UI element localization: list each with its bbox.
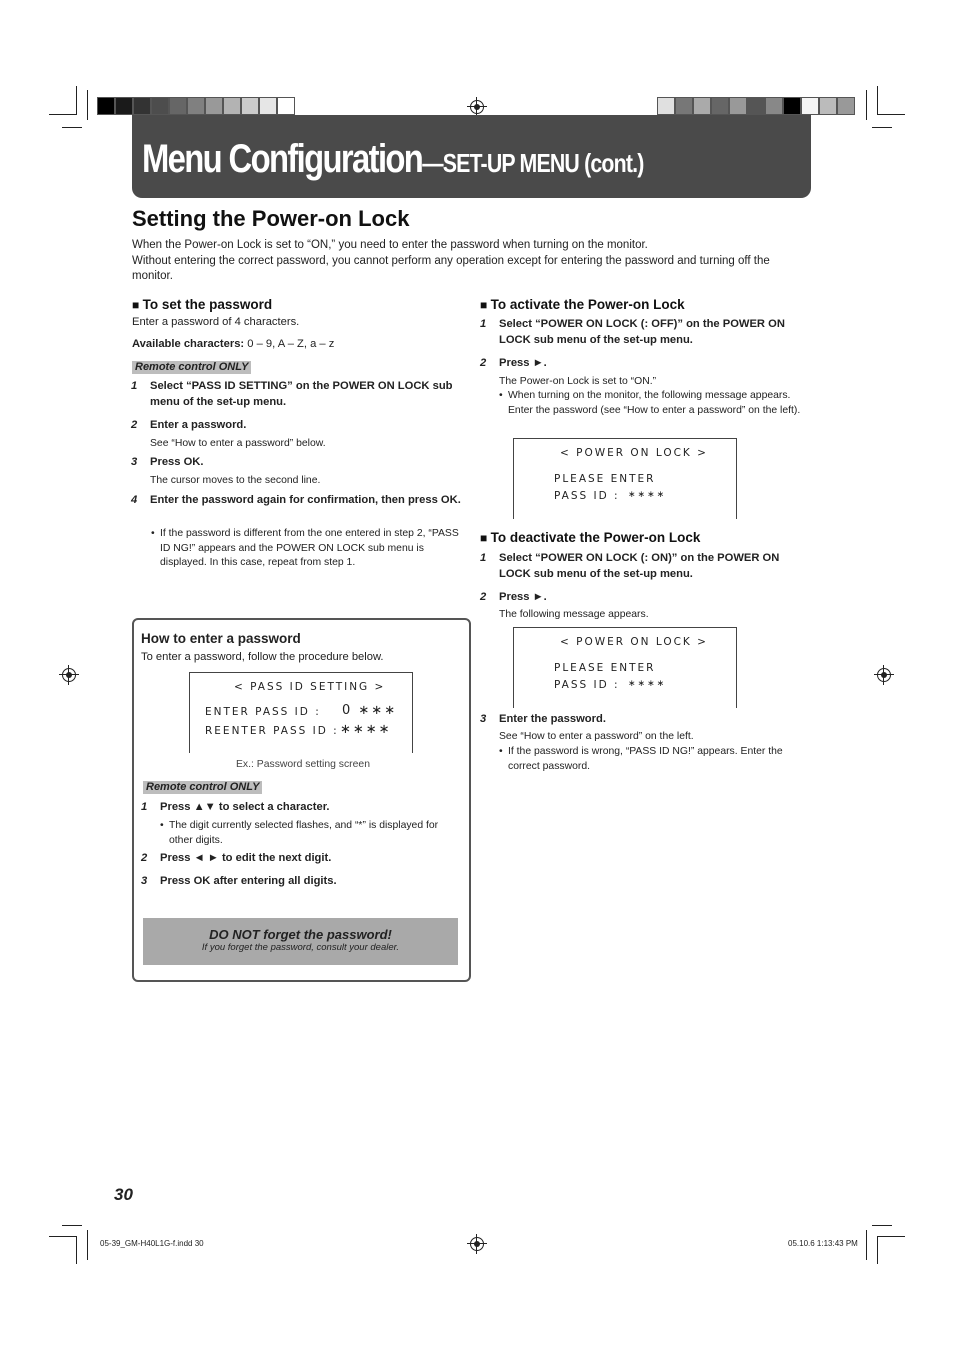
warning-title: DO NOT forget the password! (209, 927, 392, 942)
screen-label: ENTER PASS ID : (205, 706, 321, 718)
step-text: Select “POWER ON LOCK (: ON)” on the POWER ON LOCK sub menu of the set-up menu. (499, 552, 780, 580)
how-step-bullet: • The digit currently selected flashes, and “*” is displayed for other digits. (169, 819, 457, 848)
screen-value: ∗∗∗∗ (628, 490, 667, 500)
step-number: 3 (131, 456, 138, 468)
power-on-lock-screen (513, 627, 737, 708)
step-number: 3 (480, 713, 487, 725)
set-step-3 (131, 455, 465, 471)
step-note: The cursor moves to the second line. (150, 475, 321, 486)
available-label: Available characters: (132, 338, 245, 350)
title-sub: —SET-UP MENU (cont.) (422, 148, 644, 178)
step-number: 1 (480, 552, 487, 564)
deactivate-step-1 (480, 551, 804, 582)
screen-label: PASS ID : (554, 490, 620, 502)
activate-bullet: • When turning on the monitor, the following message appears. Enter the password (see “How to enter a password” on the left). (508, 389, 804, 418)
how-step-1 (141, 800, 460, 816)
deactivate-bullet: • If the password is wrong, “PASS ID NG!” appears. Enter the correct password. (508, 745, 804, 774)
page-number: 30 (114, 1185, 133, 1204)
screen-label: PASS ID : (554, 679, 620, 691)
activate-note: The Power-on Lock is set to “ON.” (499, 376, 657, 387)
slug-left: 05-39_GM-H40L1G-f.indd 30 (100, 1239, 204, 1248)
section-title: Setting the Power-on Lock (132, 206, 410, 231)
warning-text: If you forget the password, consult your dealer. (201, 942, 400, 953)
slug-right: 05.10.6 1:13:43 PM (788, 1239, 858, 1248)
set-step-1 (131, 379, 465, 410)
set-password-desc: Enter a password of 4 characters. (132, 316, 300, 328)
intro-line: Without entering the correct password, you cannot perform any operation except for entering the password and turning off the monitor. (132, 254, 770, 282)
deactivate-note: The following message appears. (499, 609, 649, 620)
warning-box (143, 918, 458, 965)
step-text: Select “PASS ID SETTING” on the POWER ON LOCK sub menu of the set-up menu. (150, 380, 453, 408)
available-characters (132, 337, 334, 352)
step-number: 1 (480, 318, 487, 330)
header-banner (132, 115, 811, 198)
registration-mark-icon (470, 100, 484, 114)
step-text: Press ►. (499, 591, 547, 603)
screen-title: < POWER ON LOCK > (560, 447, 708, 459)
remote-only-tag: Remote control ONLY (132, 361, 251, 374)
power-on-lock-screen (513, 438, 737, 519)
remote-only-tag: Remote control ONLY (143, 781, 262, 794)
available-value: 0 – 9, A – Z, a – z (244, 338, 335, 350)
set-step-4 (131, 493, 468, 509)
heading-set-password: ■ To set the password (132, 297, 272, 312)
screen-label: REENTER PASS ID : (205, 725, 339, 737)
registration-mark-icon (470, 1237, 484, 1251)
screen-caption: Ex.: Password setting screen (236, 759, 370, 770)
pass-id-screen (189, 672, 413, 753)
step-text: Press ▲▼ to select a character. (160, 801, 330, 813)
step-text: Press OK. (150, 456, 204, 468)
deactivate-step-2 (480, 590, 804, 606)
heading-deactivate: ■ To deactivate the Power-on Lock (480, 530, 700, 545)
heading-activate: ■ To activate the Power-on Lock (480, 297, 685, 312)
section-intro (132, 238, 812, 285)
step-number: 1 (141, 801, 148, 813)
deactivate-step-3 (480, 712, 804, 728)
step-number: 3 (141, 875, 148, 887)
step-text: Press ◄ ► to edit the next digit. (160, 852, 332, 864)
step-text: Select “POWER ON LOCK (: OFF)” on the POWER ON LOCK sub menu of the set-up menu. (499, 318, 785, 346)
title-main: Menu Configuration (142, 137, 423, 181)
step-number: 2 (141, 852, 148, 864)
screen-title: < PASS ID SETTING > (234, 681, 386, 693)
set-password-bullet: • If the password is different from the one entered in step 2, “PASS ID NG!” appears and the POWER ON LOCK sub menu is displayed. In this case, repeat from step 1. (160, 527, 460, 571)
registration-mark-icon (877, 668, 891, 682)
set-step-2 (131, 418, 465, 434)
intro-line: When the Power-on Lock is set to “ON,” you need to enter the password when turning on the monitor. (132, 239, 648, 251)
how-step-2 (141, 851, 460, 867)
screen-line: PLEASE ENTER (554, 473, 656, 485)
step-number: 1 (131, 380, 138, 392)
step-note: See “How to enter a password” below. (150, 438, 326, 449)
screen-title: < POWER ON LOCK > (560, 636, 708, 648)
color-bar-left (97, 97, 295, 115)
activate-step-2 (480, 356, 804, 372)
how-to-desc: To enter a password, follow the procedure below. (141, 651, 384, 663)
step-text: Enter the password. (499, 713, 606, 725)
how-to-heading: How to enter a password (141, 631, 301, 646)
registration-mark-icon (62, 668, 76, 682)
screen-value: ∗∗∗∗ (628, 679, 667, 689)
activate-step-1 (480, 317, 804, 348)
how-step-3 (141, 874, 460, 890)
step-text: Press OK after entering all digits. (160, 875, 337, 887)
screen-value: 0 ∗∗∗ (342, 703, 398, 718)
step-number: 4 (131, 494, 138, 506)
screen-line: PLEASE ENTER (554, 662, 656, 674)
step-number: 2 (480, 591, 487, 603)
screen-value: ∗∗∗∗ (340, 722, 392, 737)
step-number: 2 (131, 419, 138, 431)
step-text: Enter a password. (150, 419, 247, 431)
step-text: Enter the password again for confirmation, then press OK. (150, 494, 461, 506)
color-bar-right (657, 97, 855, 115)
step-text: Press ►. (499, 357, 547, 369)
step-number: 2 (480, 357, 487, 369)
deactivate-note: See “How to enter a password” on the left. (499, 731, 694, 742)
page-title (142, 137, 643, 182)
